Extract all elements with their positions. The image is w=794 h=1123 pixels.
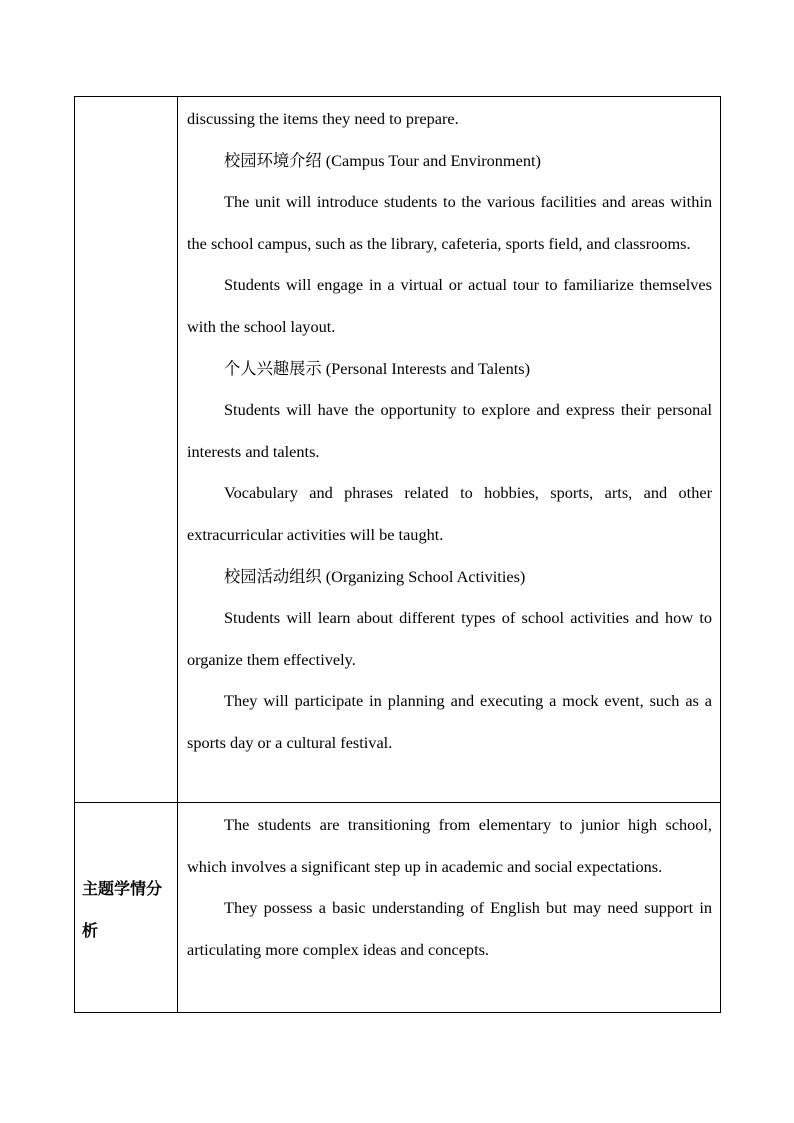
table-row [75, 803, 721, 1013]
lesson-plan-table [74, 96, 721, 1013]
paragraph: Students will learn about different types of school activities and how to organize them effectively. [187, 608, 712, 669]
paragraph: Students will have the opportunity to explore and express their personal interests and talents. [187, 400, 712, 461]
paragraph: They possess a basic understanding of English but may need support in articulating more complex ideas and concepts. [187, 898, 712, 959]
section-heading-personal-interests: 个人兴趣展示 (Personal Interests and Talents) [224, 358, 531, 378]
row-label-student-analysis: 主题学情分析 [82, 878, 163, 940]
row-label-cell [75, 803, 178, 1013]
row-content-cell [178, 97, 721, 803]
section-heading-school-activities: 校园活动组织 (Organizing School Activities) [224, 566, 526, 586]
paragraph: Vocabulary and phrases related to hobbies, sports, arts, and other extracurricular activities will be taught. [187, 483, 712, 544]
paragraph: They will participate in planning and executing a mock event, such as a sports day or a cultural festival. [187, 691, 712, 752]
section-heading-campus-tour: 校园环境介绍 (Campus Tour and Environment) [224, 150, 541, 170]
paragraph: The unit will introduce students to the various facilities and areas within the school campus, such as the library, cafeteria, sports field, and classrooms. [187, 192, 712, 253]
paragraph: The students are transitioning from elementary to junior high school, which involves a significant step up in academic and social expectations. [187, 815, 712, 876]
paragraph: Students will engage in a virtual or actual tour to familiarize themselves with the school layout. [187, 275, 712, 336]
paragraph: discussing the items they need to prepare. [187, 109, 459, 128]
table-row [75, 97, 721, 803]
row-label-cell [75, 97, 178, 803]
row-content-cell [178, 803, 721, 1013]
